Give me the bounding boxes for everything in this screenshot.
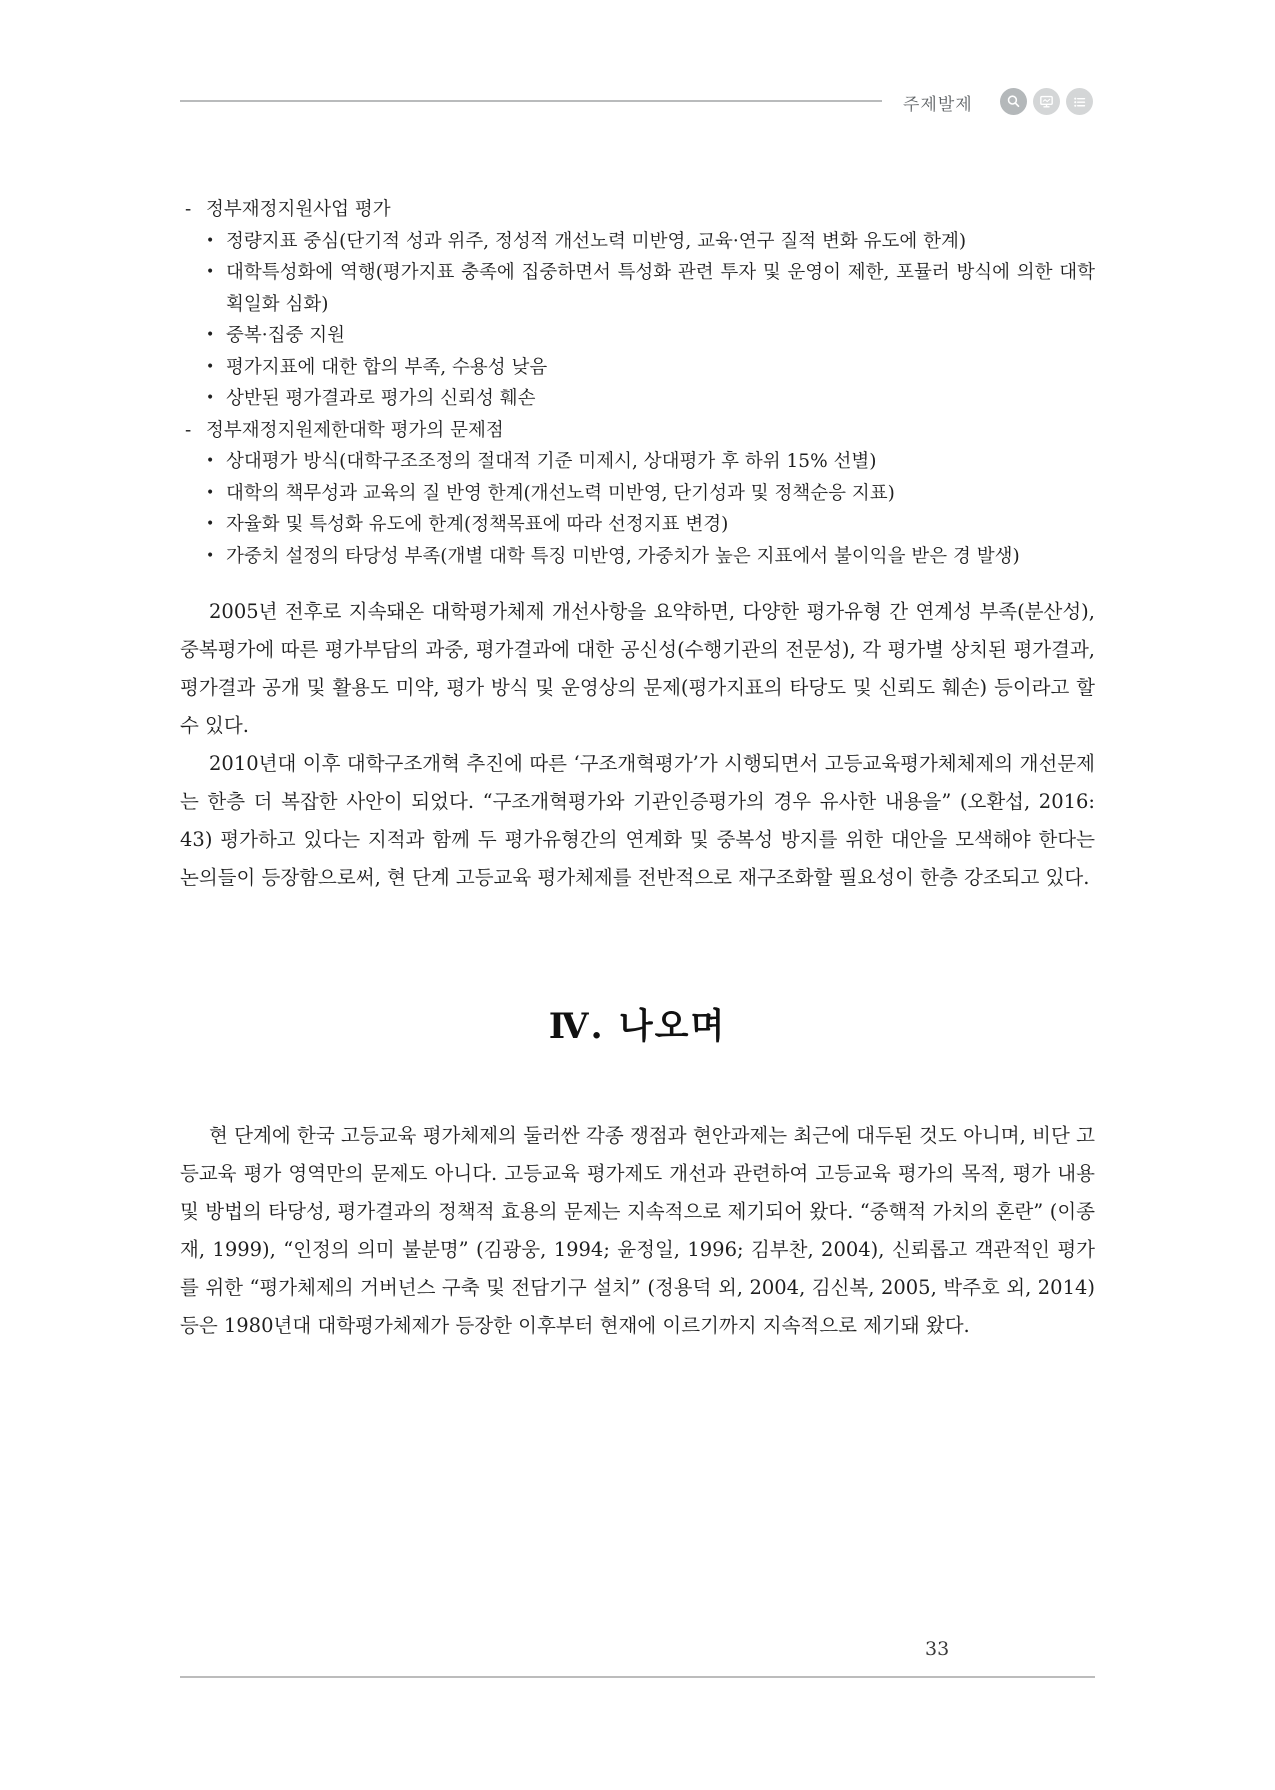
list-item-text: 평가지표에 대한 합의 부족, 수용성 낮음 <box>226 356 548 378</box>
bullet-marker: • <box>206 327 215 343</box>
outline-group-title <box>185 415 1095 447</box>
list-item-text: 중복·집중 지원 <box>226 325 345 346</box>
section-heading: Ⅳ. 나오며 <box>548 1006 727 1047</box>
list-item <box>206 478 1095 510</box>
page-content <box>180 194 1095 1345</box>
bullet-marker: • <box>206 264 215 280</box>
list-item <box>206 509 1095 541</box>
list-item <box>206 257 1095 320</box>
list-item <box>206 541 1095 573</box>
monitor-icon[interactable] <box>1033 88 1060 115</box>
footer-rule <box>180 1676 1095 1678</box>
list-item-text: 대학특성화에 역행(평가지표 충족에 집중하면서 특성화 관련 투자 및 운영이 제한, 포뮬러 방식에 의한 대학 획일화 심화) <box>226 262 1095 315</box>
bullet-marker: • <box>206 358 215 375</box>
body-paragraph: 2005년 전후로 지속돼온 대학평가체제 개선사항을 요약하면, 다양한 평가유형 간 연계성 부족(분산성), 중복평가에 따른 평가부담의 과중, 평가결과에 대한 공신성(수행기관의 전문성), 각 평가별 상치된 평가결과, 평가결과 공개 및 활용도 미약, 평가 방식 및 운영상의 문제(평가지표의 타당도 및 신뢰도 훼손) 등이라고 할 수 있다. <box>180 600 1095 737</box>
list-item-text: 대학의 책무성과 교육의 질 반영 한계(개선노력 미반영, 단기성과 및 정책순응 지표) <box>226 482 895 504</box>
body-paragraph: 현 단계에 한국 고등교육 평가체제의 둘러싼 각종 쟁점과 현안과제는 최근에 대두된 것도 아니며, 비단 고등교육 평가 영역만의 문제도 아니다. 고등교육 평가제도 개선과 관련하여 고등교육 평가의 목적, 평가 내용 및 방법의 타당성, 평가결과의 정책적 효용의 문제는 지속적으로 제기되어 왔다. “중핵적 가치의 혼란” (이종재, 1999), “인정의 의미 불분명” (김광웅, 1994; 윤정일, 1996; 김부찬, 2004), 신뢰롭고 객관적인 평가를 위한 “평가체제의 거버넌스 구축 및 전담기구 설치” (정용덕 외, 2004, 김신복, 2005, 박주호 외, 2014) 등은 1980년대 대학평가체제가 등장한 이후부터 현재에 이르기까지 지속적으로 제기돼 왔다. <box>180 1124 1095 1337</box>
page-number: 33 <box>925 1638 950 1660</box>
outline-group-title-text: 정부재정지원사업 평가 <box>206 199 391 220</box>
outline-list <box>180 194 1095 572</box>
bullet-marker: • <box>206 547 215 564</box>
running-head: 주제발제 <box>903 95 973 114</box>
header-rule <box>180 100 882 102</box>
list-item <box>206 226 1095 258</box>
bullet-marker: • <box>206 390 215 406</box>
dash-marker: - <box>185 419 192 441</box>
bullet-marker: • <box>206 453 215 469</box>
list-item-text: 가중치 설정의 타당성 부족(개별 대학 특징 미반영, 가중치가 높은 지표에서 불이익을 받은 경 발생) <box>226 545 1020 567</box>
list-item-text: 상대평가 방식(대학구조조정의 절대적 기준 미제시, 상대평가 후 하위 15% 선별) <box>226 451 877 472</box>
outline-group-title <box>185 194 1095 226</box>
search-icon[interactable] <box>1000 88 1027 115</box>
list-icon[interactable] <box>1066 88 1093 115</box>
list-item-text: 정량지표 중심(단기적 성과 위주, 정성적 개선노력 미반영, 교육·연구 질적 변화 유도에 한계) <box>226 230 967 252</box>
header-toolbar <box>1000 88 1093 115</box>
list-item-text: 자율화 및 특성화 유도에 한계(정책목표에 따라 선정지표 변경) <box>226 514 729 535</box>
list-item <box>206 383 1095 415</box>
body-paragraph: 2010년대 이후 대학구조개혁 추진에 따른 ‘구조개혁평가’가 시행되면서 고등교육평가체체제의 개선문제는 한층 더 복잡한 사안이 되었다. “구조개혁평가와 기관인증평가의 경우 유사한 내용을” (오환섭, 2016: 43) 평가하고 있다는 지적과 함께 두 평가유형간의 연계화 및 중복성 방지를 위한 대안을 모색해야 한다는 논의들이 등장함으로써, 현 단계 고등교육 평가체제를 전반적으로 재구조화할 필요성이 한층 강조되고 있다. <box>180 752 1095 889</box>
list-item-text: 상반된 평가결과로 평가의 신뢰성 훼손 <box>226 388 536 409</box>
list-item <box>206 446 1095 478</box>
list-item <box>206 320 1095 352</box>
bullet-marker: • <box>206 484 215 501</box>
list-item <box>206 352 1095 384</box>
bullet-marker: • <box>206 516 215 532</box>
outline-group-title-text: 정부재정지원제한대학 평가의 문제점 <box>206 419 504 441</box>
dash-marker: - <box>185 199 192 220</box>
bullet-marker: • <box>206 232 215 249</box>
